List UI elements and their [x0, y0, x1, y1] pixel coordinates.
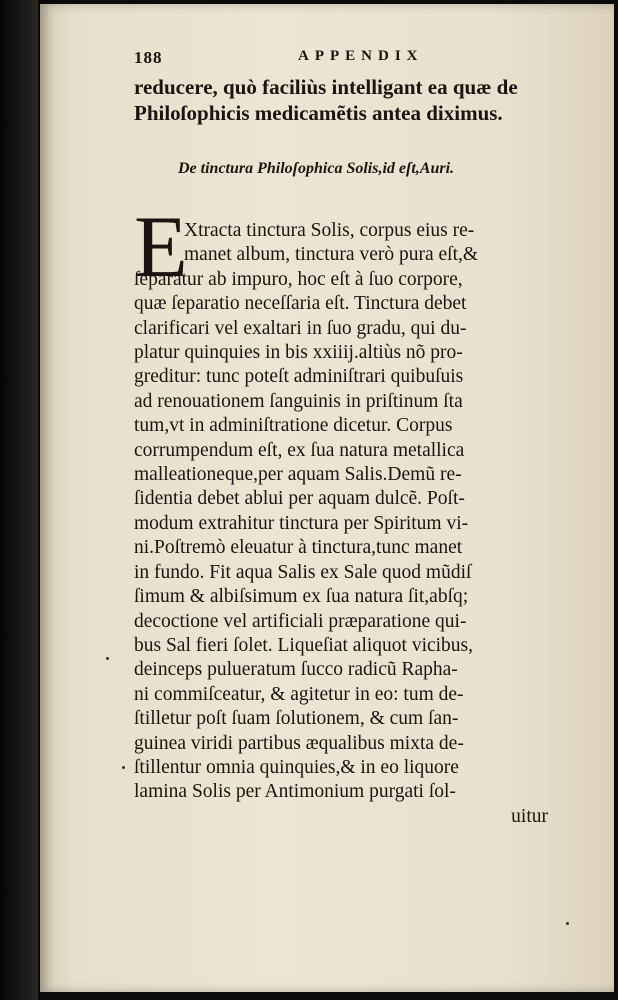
body-paragraph — [134, 219, 584, 829]
drop-cap: E — [134, 199, 188, 296]
page-number: 188 — [134, 48, 163, 67]
body-line: tum,vt in adminiſtratione dicetur. Corpus — [134, 415, 453, 437]
body-line: Xtracta tinctura Solis, corpus eius re- — [184, 220, 475, 241]
body-line: modum extrahitur tinctura per Spiritum vi- — [134, 512, 469, 534]
body-line: ſimum & albiſsimum ex ſua natura ſit,abſq; — [134, 586, 469, 608]
catchword: uitur — [511, 805, 548, 827]
body-line: malleationeque,per aquam Salis.Demũ re- — [134, 464, 462, 486]
intro-line: reducere, quò faciliùs intelligant ea quæ de — [134, 75, 518, 99]
running-head: APPENDIX — [298, 48, 424, 64]
body-line: ſeparatur ab impuro, hoc eſt à ſuo corpore, — [134, 268, 463, 290]
body-line: guinea viridi partibus æqualibus mixta de- — [134, 732, 464, 754]
body-line: ni commiſceatur, & agitetur in eo: tum de- — [134, 683, 464, 705]
section-title: De tinctura Philoſophica Solis,id eſt,Auri. — [178, 160, 455, 177]
body-line: ſtillentur omnia quinquies,& in eo liquore — [134, 756, 459, 778]
body-line: deinceps pulueratum ſucco radicũ Rapha- — [134, 659, 458, 681]
body-line: ni.Poſtremò eleuatur à tinctura,tunc manet — [134, 537, 463, 559]
body-line: decoctione vel artificiali præparatione qui- — [134, 610, 467, 632]
book-gutter — [0, 0, 38, 1000]
body-line: ad renouationem ſanguinis in priſtinum ſta — [134, 390, 463, 412]
body-line: ſidentia debet ablui per aquam dulcẽ. Poſt- — [134, 488, 465, 510]
ink-speck — [566, 922, 569, 925]
body-line: corrumpendum eſt, ex ſua natura metallica — [134, 439, 465, 461]
body-line: lamina Solis per Antimonium purgati ſol- — [134, 781, 456, 803]
intro-paragraph — [134, 74, 574, 126]
body-line: platur quinquies in bis xxiiij.altiùs nõ pro- — [134, 342, 463, 364]
ink-speck — [122, 766, 125, 769]
body-line: ſtilletur poſt ſuam ſolutionem, & cum ſan- — [134, 708, 459, 730]
body-line: in fundo. Fit aqua Salis ex Sale quod mũdiſ — [134, 561, 472, 583]
body-line: bus Sal fieri ſolet. Liqueſiat aliquot vicibus, — [134, 634, 474, 656]
body-line: clarificari vel exaltari in ſuo gradu, qui du- — [134, 317, 467, 339]
body-line: greditur: tunc poteſt adminiſtrari quibuſuis — [134, 366, 464, 388]
body-line: quæ ſeparatio neceſſaria eſt. Tinctura debet — [134, 293, 467, 315]
ink-speck — [106, 657, 109, 660]
body-line: manet album, tinctura verò pura eſt,& — [184, 244, 479, 266]
intro-line: Philoſophicis medicamẽtis antea diximus. — [134, 101, 503, 125]
